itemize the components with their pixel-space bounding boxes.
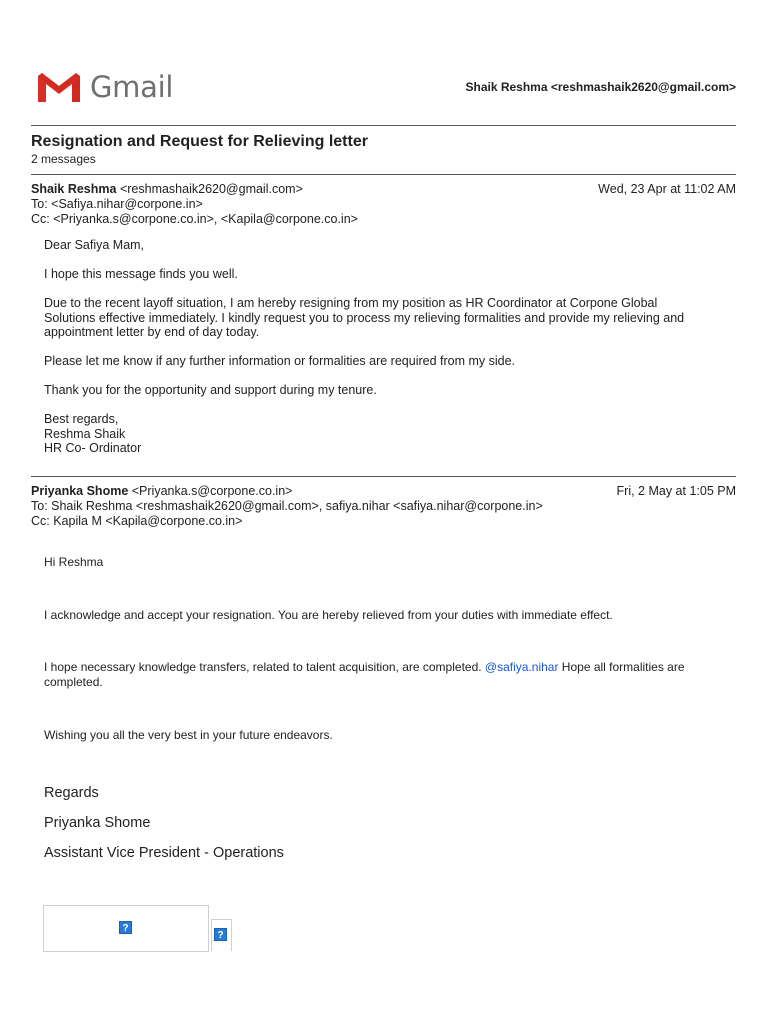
sender-name: Shaik Reshma [31,182,117,196]
account-identity: Shaik Reshma <reshmashaik2620@gmail.com> [465,80,736,94]
body-paragraph: I acknowledge and accept your resignation. You are hereby relieved from your duties with immediate effect. [44,608,613,622]
broken-image [43,905,209,952]
print-header [36,68,736,106]
closing: Best regards, [44,412,119,426]
message-header [31,182,736,227]
sender-name: Priyanka Shome [31,484,129,498]
message-body [44,608,724,623]
broken-image [211,919,232,951]
body-paragraph [44,660,724,675]
recipients-cc: Cc: Kapila M <Kapila@corpone.co.in> [31,514,243,528]
message-count: 2 messages [31,152,96,166]
greeting: Hi Reshma [44,555,104,569]
body-paragraph: Thank you for the opportunity and support during my tenure. [44,383,377,397]
message-body [44,238,734,456]
body-paragraph-line: appointment letter by end of day today. [44,325,260,339]
body-paragraph-line: Due to the recent layoff situation, I am hereby resigning from my position as HR Coordinator at Corpone Global [44,296,658,310]
body-text: I hope necessary knowledge transfers, related to talent acquisition, are completed. [44,660,485,674]
greeting: Dear Safiya Mam, [44,238,145,252]
sender-email: <reshmashaik2620@gmail.com> [119,182,303,196]
body-text: Hope all formalities are [558,660,685,674]
body-paragraph: Please let me know if any further information or formalities are required from my side. [44,354,516,368]
signature-name: Reshma Shaik [44,426,126,441]
signature-name: Priyanka Shome [44,815,151,831]
message-body [44,728,724,743]
thread-subject: Resignation and Request for Relieving letter [31,133,368,150]
body-paragraph: Wishing you all the very best in your future endeavors. [44,728,333,742]
recipients-cc: Cc: <Priyanka.s@corpone.co.in>, <Kapila@corpone.co.in> [31,212,358,226]
mention-link[interactable]: @safiya.nihar [484,660,559,674]
missing-image-icon: ? [214,928,227,941]
message-divider [31,476,736,477]
recipients-to: To: Shaik Reshma <reshmashaik2620@gmail.com>, safiya.nihar <safiya.nihar@corpone.in> [31,499,543,513]
message-date: Wed, 23 Apr at 11:02 AM [598,182,736,196]
body-paragraph-line: Solutions effective immediately. I kindly request you to process my relieving formalities and provide my relieving and [44,310,685,325]
sender-email: <Priyanka.s@corpone.co.in> [131,484,293,498]
message-body [44,555,724,570]
message-divider [31,174,736,175]
recipients-to: To: <Safiya.nihar@corpone.in> [31,197,203,211]
gmail-logo [36,70,176,104]
missing-image-icon: ? [119,921,132,934]
signature-title: HR Co- Ordinator [44,441,142,455]
regards: Regards [44,785,99,801]
body-paragraph-line: completed. [44,674,103,689]
message-date: Fri, 2 May at 1:05 PM [616,484,736,498]
header-divider [31,125,736,126]
signature-title: Assistant Vice President - Operations [44,845,284,861]
body-paragraph: I hope this message finds you well. [44,267,238,281]
message-header [31,484,736,529]
message-body [44,660,724,689]
gmail-wordmark: Gmail [90,70,174,104]
gmail-envelope-icon [36,70,82,104]
